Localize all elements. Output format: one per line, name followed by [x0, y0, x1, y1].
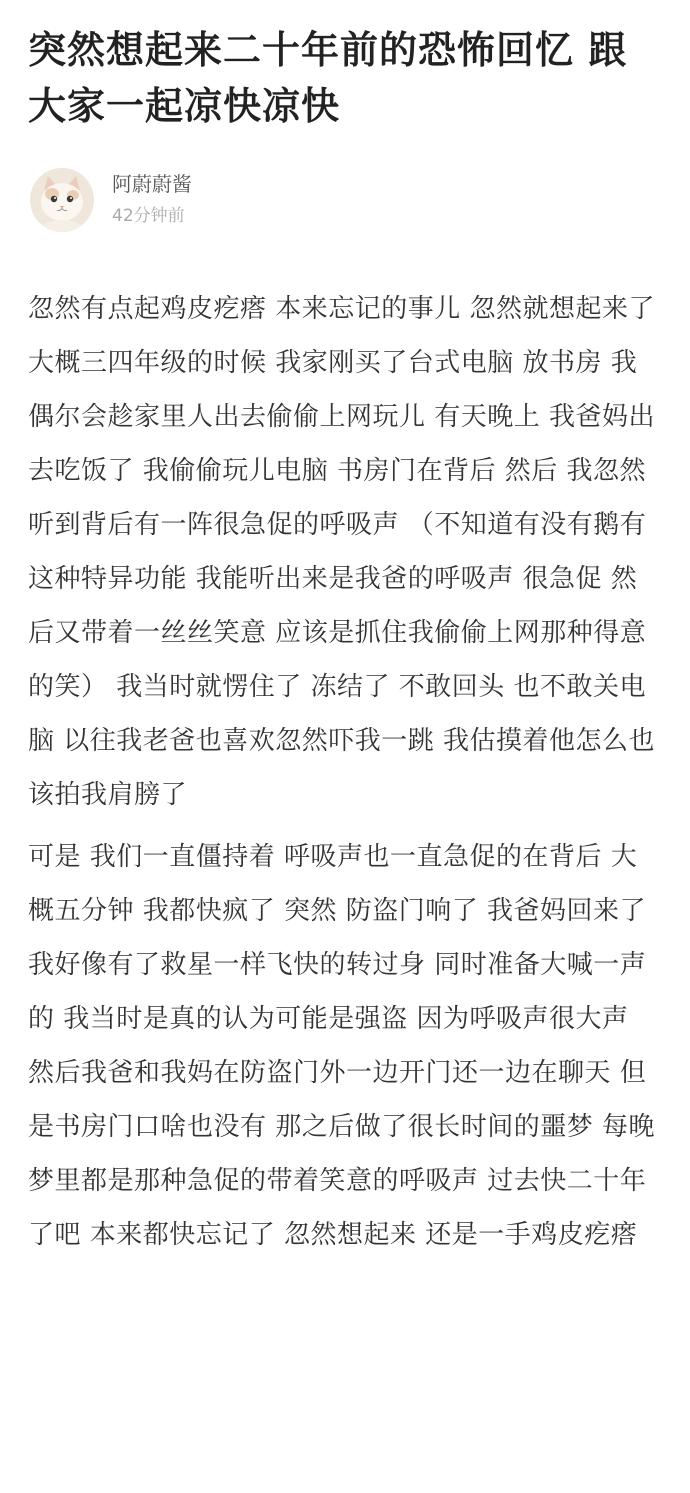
- cat-avatar-icon[interactable]: [30, 168, 94, 232]
- post-paragraph: 忽然有点起鸡皮疙瘩 本来忘记的事儿 忽然就想起来了 大概三四年级的时候 我家刚买了台式电脑 放书房 我偶尔会趁家里人出去偷偷上网玩儿 有天晚上 我爸妈出去吃饭了 我偷偷玩儿电脑 书房门在背后 然后 我忽然听到背后有一阵很急促的呼吸声 （不知道有没有鹅有这种特异功能 我能听出来是我爸的呼吸声 很急促 然后又带着一丝丝笑意 应该是抓住我偷偷上网那种得意的笑） 我当时就愣住了 冻结了 不敢回头 也不敢关电脑 以往我老爸也喜欢忽然吓我一跳 我估摸着他怎么也该拍我肩膀了: [28, 294, 656, 810]
- author-row[interactable]: [30, 164, 430, 236]
- post-paragraph: 可是 我们一直僵持着 呼吸声也一直急促的在背后 大概五分钟 我都快疯了 突然 防盗门响了 我爸妈回来了 我好像有了救星一样飞快的转过身 同时准备大喊一声的 我当时是真的认为可能是强盗 因为呼吸声很大声 然后我爸和我妈在防盗门外一边开门还一边在聊天 但是书房门口啥也没有 那之后做了很长时间的噩梦 每晚梦里都是那种急促的带着笑意的呼吸声 过去快二十年了吧 本来都快忘记了 忽然想起来 还是一手鸡皮疙瘩: [28, 842, 656, 1250]
- post-title: 突然想起来二十年前的恐怖回忆 跟大家一起凉快凉快: [28, 28, 628, 128]
- post-body: [28, 282, 658, 1262]
- author-name[interactable]: 阿蔚蔚酱: [112, 172, 192, 196]
- post-time: 42分钟前: [112, 206, 185, 226]
